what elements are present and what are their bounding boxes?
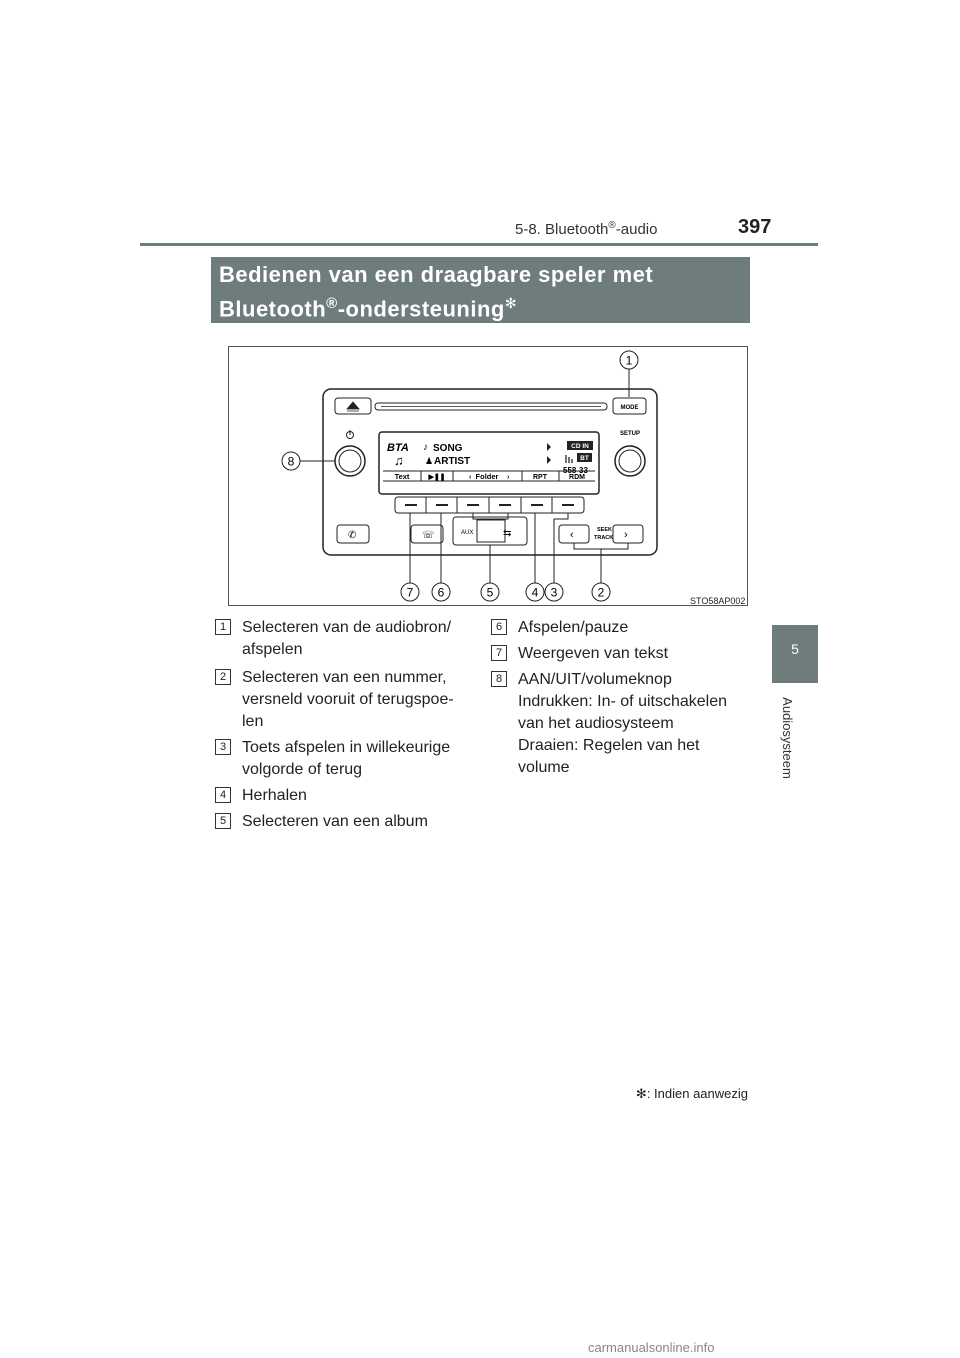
- item-2-line-3: len: [242, 713, 264, 730]
- list-item: [242, 811, 428, 833]
- chevron-right-icon: ›: [507, 474, 510, 481]
- title-asterisk: ✻: [504, 295, 518, 311]
- aux-label: AUX: [461, 530, 474, 536]
- item-2-line-2: versneld vooruit of terugspoe-: [242, 691, 454, 708]
- item-8-line-1: AAN/UIT/volumeknop: [518, 671, 672, 688]
- softkey-folder: Folder: [475, 472, 499, 481]
- section-text: 5-8. Bluetooth: [515, 221, 609, 238]
- callout-8: 8: [287, 454, 295, 469]
- list-item: [518, 669, 727, 779]
- chapter-tab-label: [772, 690, 818, 790]
- list-item: [518, 617, 628, 639]
- track-label: TRACK: [594, 535, 614, 541]
- item-8-line-3: van het audiosysteem: [518, 715, 674, 732]
- watermark: carmanualsonline.info: [588, 1340, 715, 1355]
- chevron-right-icon: ›: [624, 529, 628, 541]
- item-3-line-1: Toets afspelen in willekeurige: [242, 739, 451, 756]
- title-line-2: [219, 289, 653, 323]
- item-number-badge: 8: [491, 671, 507, 687]
- item-number-badge: 3: [215, 739, 231, 755]
- softkey-rpt: RPT: [533, 474, 547, 481]
- header-rule: [140, 243, 818, 246]
- item-7-line-1: Weergeven van tekst: [518, 645, 669, 662]
- phone-icon: ✆: [348, 530, 357, 541]
- softkey-text: Text: [394, 472, 410, 481]
- item-5-line-1: Selecteren van een album: [242, 813, 428, 830]
- items-right-list: [491, 617, 751, 787]
- item-2-line-1: Selecteren van een nummer,: [242, 669, 447, 686]
- callout-2: 2: [597, 585, 605, 600]
- display-artist: ARTIST: [434, 456, 471, 467]
- person-icon: ♟: [425, 456, 434, 466]
- callout-5: 5: [486, 585, 494, 600]
- usb-icon: ⇆: [503, 528, 512, 539]
- item-1-line-1: Selecteren van de audiobron/: [242, 619, 452, 636]
- item-number-badge: 4: [215, 787, 231, 803]
- section-title-box: [211, 257, 750, 323]
- softkey-rdm: RDM: [569, 474, 585, 481]
- note-icon: ♪: [423, 442, 428, 453]
- item-6-line-1: Afspelen/pauze: [518, 619, 629, 636]
- chevron-left-icon: ‹: [570, 529, 574, 541]
- page-number: 397: [738, 216, 772, 238]
- item-4-line-1: Herhalen: [242, 787, 307, 804]
- footnote: [636, 1086, 748, 1102]
- callout-1: 1: [625, 353, 633, 368]
- bt-label: BT: [580, 455, 589, 462]
- seek-label: SEEK: [597, 527, 612, 533]
- audio-unit-illustration: [229, 347, 747, 605]
- audio-unit-figure: [228, 346, 748, 606]
- title-bluetooth: Bluetooth: [219, 296, 327, 322]
- item-8-line-2: Indrukken: In- of uitschakelen: [518, 693, 728, 710]
- softkey-play-pause: ▶❚❚: [428, 474, 446, 481]
- section-registered-mark: ®: [608, 220, 616, 231]
- chapter-tab-label-text: Audiosysteem: [780, 697, 795, 779]
- mode-label: MODE: [620, 405, 639, 411]
- section-title: [219, 261, 653, 323]
- item-number-badge: 6: [491, 619, 507, 635]
- header-section: [515, 220, 657, 238]
- display-source: BTA: [387, 442, 409, 454]
- item-number-badge: 5: [215, 813, 231, 829]
- seek-back-button: [559, 525, 589, 543]
- list-item: [242, 617, 451, 661]
- music-icon: ♫: [394, 453, 404, 468]
- list-item: [242, 785, 307, 807]
- seek-forward-button: [613, 525, 643, 543]
- title-line-1: Bedienen van een draagbare speler met: [219, 262, 654, 287]
- setup-label: SETUP: [619, 431, 641, 437]
- item-3-line-2: volgorde of terug: [242, 761, 363, 778]
- section-suffix: -audio: [615, 221, 658, 238]
- callout-4: 4: [531, 585, 539, 600]
- footnote-asterisk: ✻: [635, 1086, 647, 1101]
- figure-id: STO58AP002: [690, 596, 746, 606]
- phone-hangup-icon: ☏: [422, 530, 435, 541]
- chevron-left-icon: ‹: [469, 474, 472, 481]
- callout-7: 7: [406, 585, 414, 600]
- item-number-badge: 7: [491, 645, 507, 661]
- display-time: 558-33: [563, 466, 588, 475]
- title-registered-mark: ®: [326, 295, 338, 312]
- callout-3: 3: [550, 585, 558, 600]
- items-left-list: [215, 617, 475, 847]
- item-1-line-2: afspelen: [242, 641, 303, 658]
- callout-6: 6: [437, 585, 445, 600]
- item-number-badge: 1: [215, 619, 231, 635]
- display-song: SONG: [433, 443, 463, 454]
- chapter-tab-number: 5: [772, 625, 818, 683]
- list-item: [242, 667, 454, 733]
- title-suffix: -ondersteuning: [337, 296, 505, 322]
- cd-in-label: CD IN: [571, 443, 589, 450]
- item-8-line-4: Draaien: Regelen van het: [518, 737, 700, 754]
- list-item: [242, 737, 450, 781]
- footnote-text: : Indien aanwezig: [646, 1086, 748, 1101]
- item-8-line-5: volume: [518, 759, 570, 776]
- list-item: [518, 643, 668, 665]
- item-number-badge: 2: [215, 669, 231, 685]
